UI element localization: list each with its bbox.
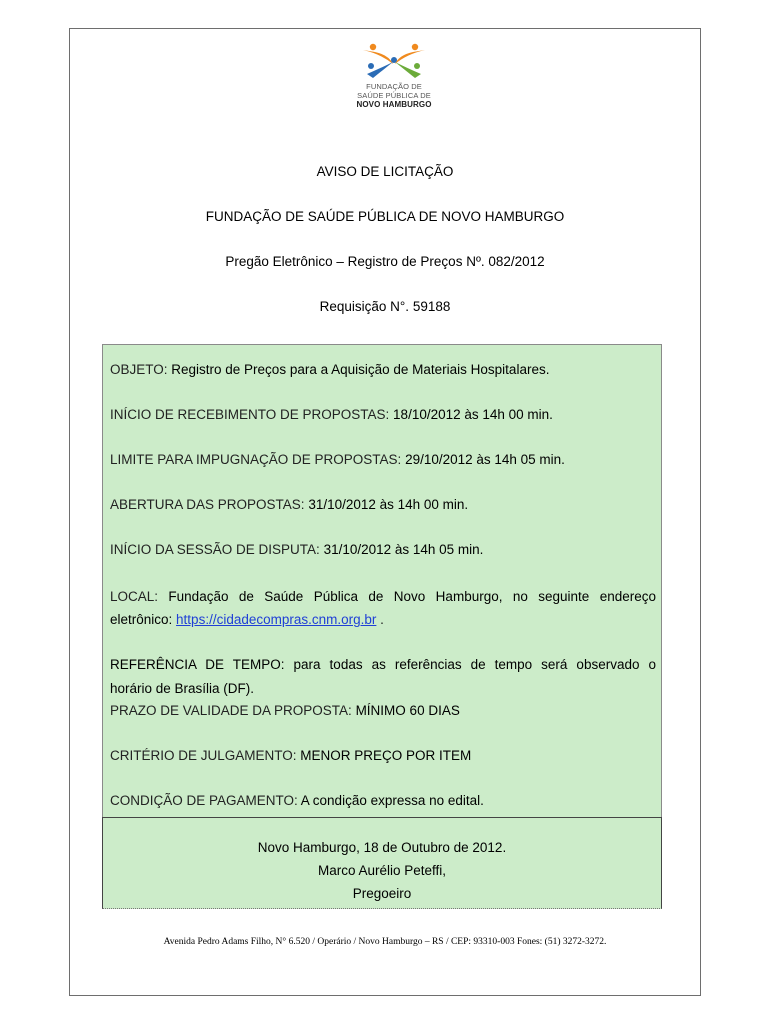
place-date: Novo Hamburgo, 18 de Outubro de 2012. — [257, 840, 507, 855]
sessao-row — [110, 541, 656, 559]
cidadecompras-link[interactable]: https://cidadecompras.cnm.org.br — [176, 612, 377, 627]
requisition-number: Requisição N°. 59188 — [319, 299, 451, 314]
sessao-value: 31/10/2012 às 14h 05 min. — [323, 542, 484, 557]
local-row-2 — [110, 611, 656, 629]
criterio-value: MENOR PREÇO POR ITEM — [300, 748, 472, 763]
objeto-value: Registro de Preços para a Aquisição de Materiais Hospitalares. — [171, 362, 550, 377]
logo-text-line-3: NOVO HAMBURGO — [356, 100, 432, 109]
logo-text-line-2: SAÚDE PÚBLICA DE — [357, 91, 431, 100]
people-emblem-icon — [359, 40, 429, 82]
inicio-row — [110, 406, 656, 424]
local-period: . — [376, 612, 384, 627]
inicio-value: 18/10/2012 às 14h 00 min. — [393, 407, 553, 422]
criterio-row — [110, 747, 656, 765]
organization-name: FUNDAÇÃO DE SAÚDE PÚBLICA DE NOVO HAMBURGO — [205, 209, 565, 224]
referencia-row-1: REFERÊNCIA DE TEMPO: para todas as referências de tempo será observado o — [110, 657, 656, 672]
limite-row — [110, 451, 656, 469]
limite-value: 29/10/2012 às 14h 05 min. — [405, 452, 565, 467]
abertura-value: 31/10/2012 às 14h 00 min. — [308, 497, 469, 512]
inicio-label: INÍCIO DE RECEBIMENTO DE PROPOSTAS: — [110, 407, 394, 422]
local-label: LOCAL: — [110, 589, 169, 604]
condicao-label: CONDIÇÃO DE PAGAMENTO: — [110, 793, 301, 808]
process-number: Pregão Eletrônico – Registro de Preços Nº. 082/2012 — [225, 254, 545, 269]
sessao-label: INÍCIO DA SESSÃO DE DISPUTA: — [110, 542, 324, 557]
local-row-1 — [110, 588, 656, 606]
limite-label: LIMITE PARA IMPUGNAÇÃO DE PROPOSTAS: — [110, 452, 406, 467]
objeto-row — [110, 361, 656, 379]
abertura-row — [110, 496, 656, 514]
prazo-value: MÍNIMO 60 DIAS — [355, 703, 460, 718]
local-value: Fundação de Saúde Pública de Novo Hamburgo, no seguinte endereço — [168, 589, 656, 604]
condicao-row — [110, 792, 656, 810]
footer-address: Avenida Pedro Adams Filho, N° 6.520 / Operário / Novo Hamburgo – RS / CEP: 93310-003 Fones: (51) 3272-3272. — [163, 937, 607, 947]
prazo-label: PRAZO DE VALIDADE DA PROPOSTA: — [110, 703, 356, 718]
objeto-label: OBJETO: — [110, 362, 172, 377]
document-title: AVISO DE LICITAÇÃO — [316, 164, 454, 179]
referencia-row-2: horário de Brasília (DF). — [110, 681, 255, 696]
local-value-continued: eletrônico: — [110, 612, 177, 627]
criterio-label: CRITÉRIO DE JULGAMENTO: — [110, 748, 301, 763]
foundation-logo — [353, 40, 435, 112]
abertura-label: ABERTURA DAS PROPOSTAS: — [110, 497, 309, 512]
signer-role: Pregoeiro — [352, 886, 412, 901]
logo-text-line-1: FUNDAÇÃO DE — [366, 82, 422, 91]
prazo-row — [110, 702, 656, 720]
signer-name: Marco Aurélio Peteffi, — [317, 863, 447, 878]
condicao-value: A condição expressa no edital. — [300, 793, 484, 808]
